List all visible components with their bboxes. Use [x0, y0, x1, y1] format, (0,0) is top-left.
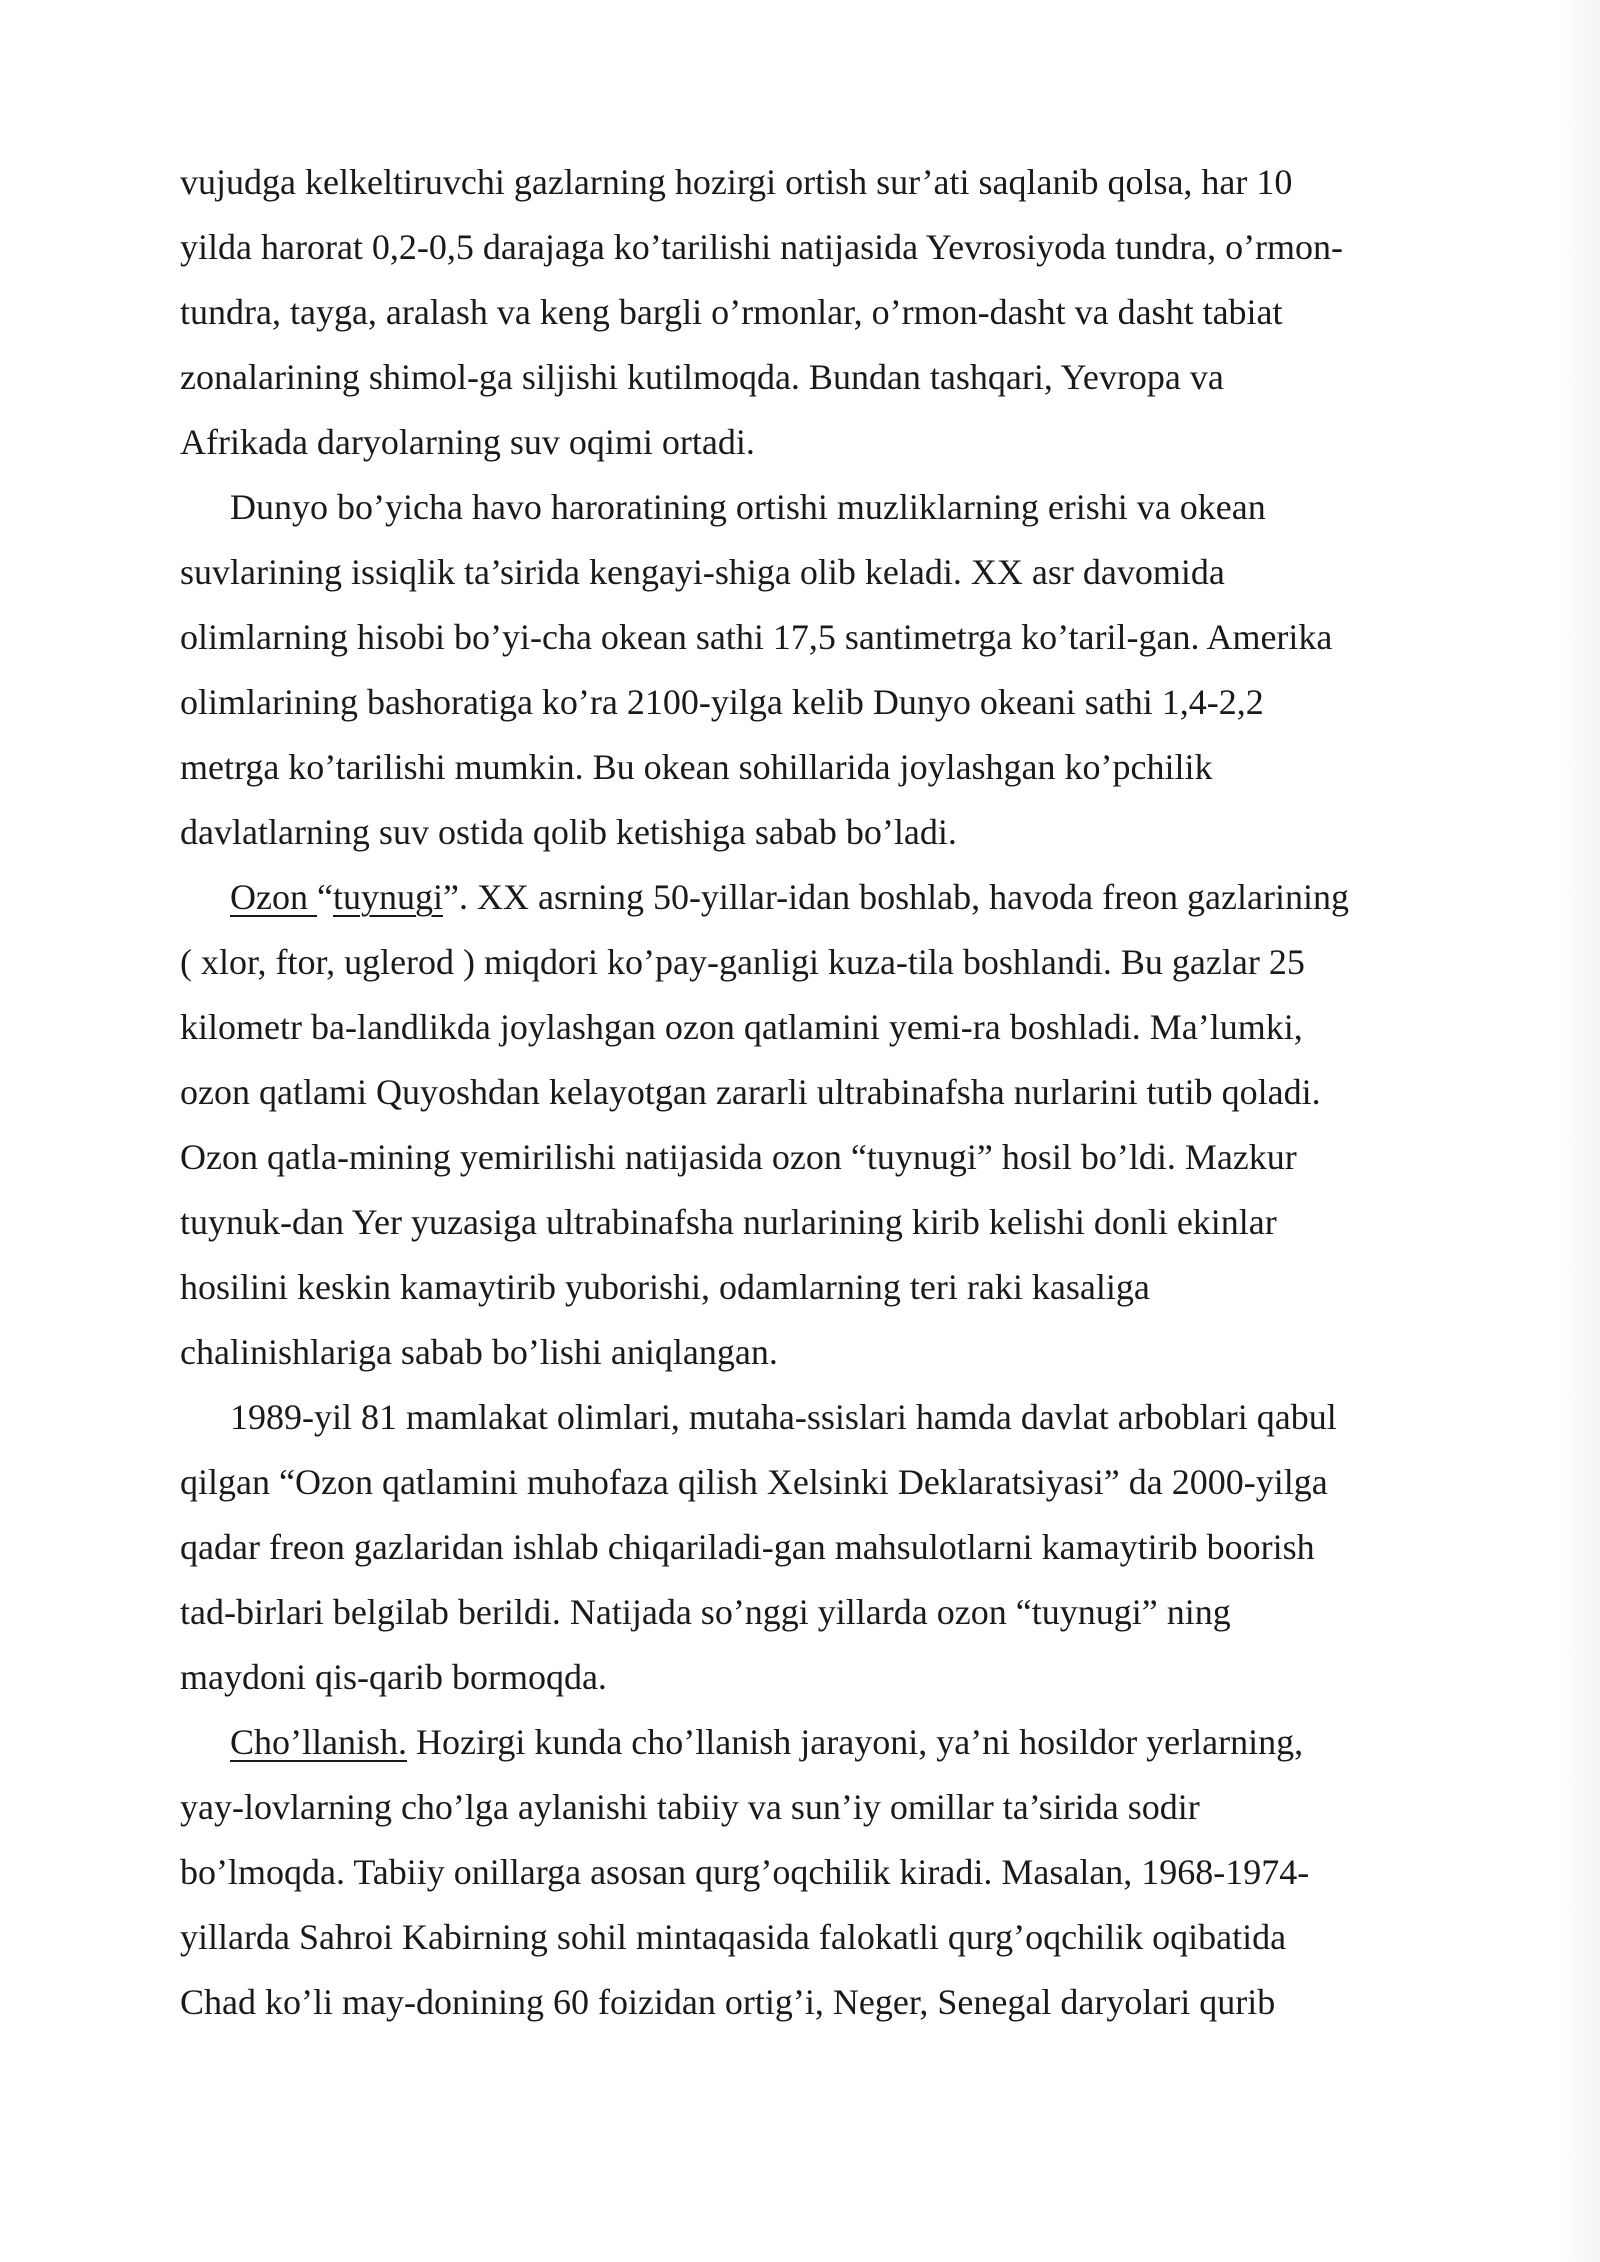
text-line: hosilini keskin kamaytirib yuborishi, odamlarning teri raki kasaliga: [180, 1267, 1150, 1307]
text-line: kilometr ba-landlikda joylashgan ozon qatlamini yemi-ra boshladi. Ma’lumki,: [180, 1007, 1303, 1047]
text-line: qadar freon gazlaridan ishlab chiqariladi-gan mahsulotlarni kamaytirib boorish: [180, 1527, 1315, 1567]
text-line: chalinishlariga sabab bo’lishi aniqlangan.: [180, 1332, 778, 1372]
text-line: ozon qatlami Quyoshdan kelayotgan zararli ultrabinafsha nurlarini tutib qoladi.: [180, 1072, 1321, 1112]
ozon-heading-tuynugi: tuynugi: [332, 877, 443, 917]
page-edge-shadow: [1560, 0, 1600, 2262]
text-line: olimlarning hisobi bo’yi-cha okean sathi 17,5 santimetrga ko’taril-gan. Amerika: [180, 617, 1333, 657]
text-line: tundra, tayga, aralash va keng bargli o’rmonlar, o’rmon-dasht va dasht tabiat: [180, 292, 1283, 332]
text-line: tuynuk-dan Yer yuzasiga ultrabinafsha nurlarining kirib kelishi donli ekinlar: [180, 1202, 1277, 1242]
text-line: qilgan “Ozon qatlamini muhofaza qilish Xelsinki Deklaratsiyasi” da 2000-yilga: [180, 1462, 1328, 1502]
text-line: metrga ko’tarilishi mumkin. Bu okean sohillarida joylashgan ko’pchilik: [180, 747, 1213, 787]
text-line: vujudga kelkeltiruvchi gazlarning hozirgi ortish sur’ati saqlanib qolsa, har 10: [180, 162, 1293, 202]
text-line: yay-lovlarning cho’lga aylanishi tabiiy va sun’iy omillar ta’sirida sodir: [180, 1787, 1200, 1827]
text-line: yilda harorat 0,2-0,5 darajaga ko’tarilishi natijasida Yevrosiyoda tundra, o’rmon-: [180, 227, 1344, 267]
ozon-heading-rest: ”. XX asrning 50-yillar-idan boshlab, havoda freon gazlarining: [442, 877, 1349, 917]
text-line: bo’lmoqda. Tabiiy onillarga asosan qurg’oqchilik kiradi. Masalan, 1968-1974-: [180, 1852, 1310, 1892]
text-line: maydoni qis-qarib bormoqda.: [180, 1657, 607, 1697]
text-line: 1989-yil 81 mamlakat olimlari, mutaha-ssislari hamda davlat arboblari qabul: [230, 1397, 1337, 1437]
chollanish-heading-line: [180, 1710, 1440, 1775]
text-line: Ozon qatla-mining yemirilishi natijasida ozon “tuynugi” hosil bo’ldi. Mazkur: [180, 1137, 1297, 1177]
text-line: davlatlarning suv ostida qolib ketishiga sabab bo’ladi.: [180, 812, 957, 852]
text-line: zonalarining shimol-ga siljishi kutilmoqda. Bundan tashqari, Yevropa va: [180, 357, 1224, 397]
body-text: [180, 150, 1440, 2035]
text-line: Afrikada daryolarning suv oqimi ortadi.: [180, 422, 755, 462]
text-line: tad-birlari belgilab berildi. Natijada so’nggi yillarda ozon “tuynugi” ning: [180, 1592, 1231, 1632]
chollanish-heading-word: Cho’llanish.: [230, 1722, 407, 1762]
text-line: olimlarining bashoratiga ko’ra 2100-yilga kelib Dunyo okeani sathi 1,4-2,2: [180, 682, 1264, 722]
text-line: ( xlor, ftor, uglerod ) miqdori ko’pay-ganligi kuza-tila boshlandi. Bu gazlar 25: [180, 942, 1305, 982]
text-line: Dunyo bo’yicha havo haroratining ortishi muzliklarning erishi va okean: [230, 487, 1266, 527]
text-line: Chad ko’li may-donining 60 foizidan ortig’i, Neger, Senegal daryolari qurib: [180, 1982, 1276, 2022]
chollanish-heading-rest: Hozirgi kunda cho’llanish jarayoni, ya’ni hosildor yerlarning,: [407, 1722, 1304, 1762]
text-line: yillarda Sahroi Kabirning sohil mintaqasida falokatli qurg’oqchilik oqibatida: [180, 1917, 1287, 1957]
text-line: suvlarining issiqlik ta’sirida kengayi-shiga olib keladi. XX asr davomida: [180, 552, 1225, 592]
ozon-heading-line: [180, 865, 1440, 930]
ozon-heading-word: Ozon: [230, 877, 317, 917]
ozon-quote-open: “: [316, 877, 333, 917]
